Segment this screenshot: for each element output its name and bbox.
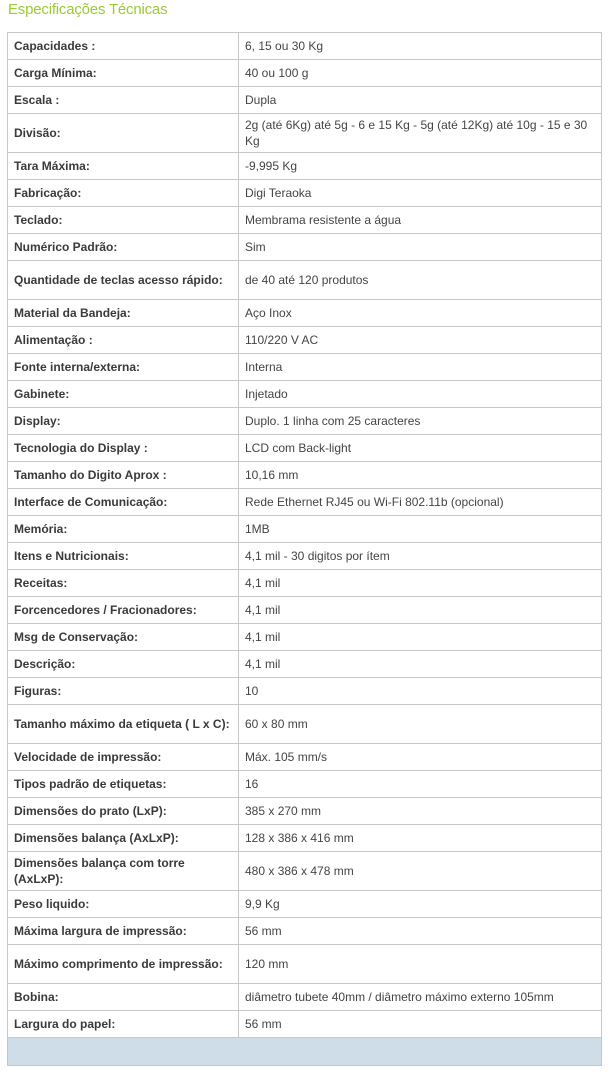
- spec-label: Figuras:: [8, 678, 239, 705]
- spec-value: 4,1 mil: [239, 570, 602, 597]
- spec-value: Dupla: [239, 87, 602, 114]
- spec-label: Dimensões balança (AxLxP):: [8, 825, 239, 852]
- spec-label: Quantidade de teclas acesso rápido:: [8, 261, 239, 300]
- spec-label: Msg de Conservação:: [8, 624, 239, 651]
- spec-label: Display:: [8, 408, 239, 435]
- spec-row: [8, 744, 602, 771]
- spec-value: 1MB: [239, 516, 602, 543]
- spec-row: [8, 153, 602, 180]
- spec-value: LCD com Back-light: [239, 435, 602, 462]
- spec-value: 4,1 mil: [239, 597, 602, 624]
- spec-row: [8, 489, 602, 516]
- spec-label: Forcencedores / Fracionadores:: [8, 597, 239, 624]
- spec-label: Velocidade de impressão:: [8, 744, 239, 771]
- spec-label: Tara Máxima:: [8, 153, 239, 180]
- spec-label: Máxima largura de impressão:: [8, 918, 239, 945]
- spec-label: Alimentação :: [8, 327, 239, 354]
- spec-value: 60 x 80 mm: [239, 705, 602, 744]
- spec-row: [8, 87, 602, 114]
- specs-table: [7, 32, 602, 1066]
- spec-label: Tamanho do Digito Aprox :: [8, 462, 239, 489]
- spec-row: [8, 1011, 602, 1038]
- spec-label: Dimensões balança com torre (AxLxP):: [8, 852, 239, 891]
- spec-row: [8, 624, 602, 651]
- spec-value: Duplo. 1 linha com 25 caracteres: [239, 408, 602, 435]
- spec-row: [8, 570, 602, 597]
- spec-row: [8, 651, 602, 678]
- spec-label: Largura do papel:: [8, 1011, 239, 1038]
- spec-label: Tipos padrão de etiquetas:: [8, 771, 239, 798]
- spec-value: Máx. 105 mm/s: [239, 744, 602, 771]
- spec-value: 56 mm: [239, 1011, 602, 1038]
- spec-value: Injetado: [239, 381, 602, 408]
- spec-value: 10,16 mm: [239, 462, 602, 489]
- spec-row: [8, 327, 602, 354]
- spec-label: Itens e Nutricionais:: [8, 543, 239, 570]
- spec-row: [8, 114, 602, 153]
- spec-row: [8, 180, 602, 207]
- spec-row: [8, 33, 602, 60]
- spec-row: [8, 918, 602, 945]
- spec-label: Material da Bandeja:: [8, 300, 239, 327]
- table-footer-cell: [8, 1038, 602, 1066]
- spec-value: Sim: [239, 234, 602, 261]
- spec-label: Teclado:: [8, 207, 239, 234]
- spec-value: 4,1 mil: [239, 651, 602, 678]
- spec-row: [8, 678, 602, 705]
- spec-label: Descrição:: [8, 651, 239, 678]
- spec-label: Memória:: [8, 516, 239, 543]
- spec-row: [8, 771, 602, 798]
- spec-value: 56 mm: [239, 918, 602, 945]
- spec-label: Fabricação:: [8, 180, 239, 207]
- spec-label: Capacidades :: [8, 33, 239, 60]
- spec-row: [8, 462, 602, 489]
- spec-value: 9,9 Kg: [239, 891, 602, 918]
- spec-label: Tamanho máximo da etiqueta ( L x C):: [8, 705, 239, 744]
- spec-value: 120 mm: [239, 945, 602, 984]
- spec-row: [8, 543, 602, 570]
- spec-value: 16: [239, 771, 602, 798]
- spec-row: [8, 435, 602, 462]
- spec-row: [8, 408, 602, 435]
- spec-label: Peso liquido:: [8, 891, 239, 918]
- spec-label: Bobina:: [8, 984, 239, 1011]
- spec-row: [8, 705, 602, 744]
- spec-value: Membrama resistente a água: [239, 207, 602, 234]
- spec-label: Carga Mínima:: [8, 60, 239, 87]
- spec-row: [8, 984, 602, 1011]
- spec-value: de 40 até 120 produtos: [239, 261, 602, 300]
- spec-value: 10: [239, 678, 602, 705]
- spec-value: Digi Teraoka: [239, 180, 602, 207]
- spec-value: 4,1 mil - 30 digitos por ítem: [239, 543, 602, 570]
- spec-label: Escala :: [8, 87, 239, 114]
- spec-row: [8, 207, 602, 234]
- spec-label: Dimensões do prato (LxP):: [8, 798, 239, 825]
- spec-value: 385 x 270 mm: [239, 798, 602, 825]
- spec-label: Numérico Padrão:: [8, 234, 239, 261]
- spec-row: [8, 516, 602, 543]
- spec-value: 110/220 V AC: [239, 327, 602, 354]
- spec-value: 40 ou 100 g: [239, 60, 602, 87]
- spec-row: [8, 891, 602, 918]
- spec-value: 480 x 386 x 478 mm: [239, 852, 602, 891]
- spec-value: Rede Ethernet RJ45 ou Wi-Fi 802.11b (opcional): [239, 489, 602, 516]
- spec-row: [8, 825, 602, 852]
- specs-table-body: [8, 33, 602, 1066]
- spec-label: Divisão:: [8, 114, 239, 153]
- spec-row: [8, 381, 602, 408]
- spec-row: [8, 234, 602, 261]
- spec-label: Tecnologia do Display :: [8, 435, 239, 462]
- spec-value: diâmetro tubete 40mm / diâmetro máximo externo 105mm: [239, 984, 602, 1011]
- spec-row: [8, 354, 602, 381]
- spec-value: Interna: [239, 354, 602, 381]
- spec-label: Máximo comprimento de impressão:: [8, 945, 239, 984]
- spec-row: [8, 852, 602, 891]
- spec-label: Fonte interna/externa:: [8, 354, 239, 381]
- spec-value: 128 x 386 x 416 mm: [239, 825, 602, 852]
- spec-label: Gabinete:: [8, 381, 239, 408]
- spec-value: 2g (até 6Kg) até 5g - 6 e 15 Kg - 5g (até 12Kg) até 10g - 15 e 30 Kg: [239, 114, 602, 153]
- spec-row: [8, 300, 602, 327]
- spec-value: -9,995 Kg: [239, 153, 602, 180]
- spec-row: [8, 798, 602, 825]
- spec-row: [8, 261, 602, 300]
- spec-value: Aço Inox: [239, 300, 602, 327]
- spec-row: [8, 945, 602, 984]
- spec-row: [8, 60, 602, 87]
- page-title: Especificações Técnicas: [8, 1, 168, 18]
- spec-value: 4,1 mil: [239, 624, 602, 651]
- spec-row: [8, 597, 602, 624]
- spec-label: Interface de Comunicação:: [8, 489, 239, 516]
- spec-value: 6, 15 ou 30 Kg: [239, 33, 602, 60]
- table-footer-bar: [8, 1038, 602, 1066]
- spec-label: Receitas:: [8, 570, 239, 597]
